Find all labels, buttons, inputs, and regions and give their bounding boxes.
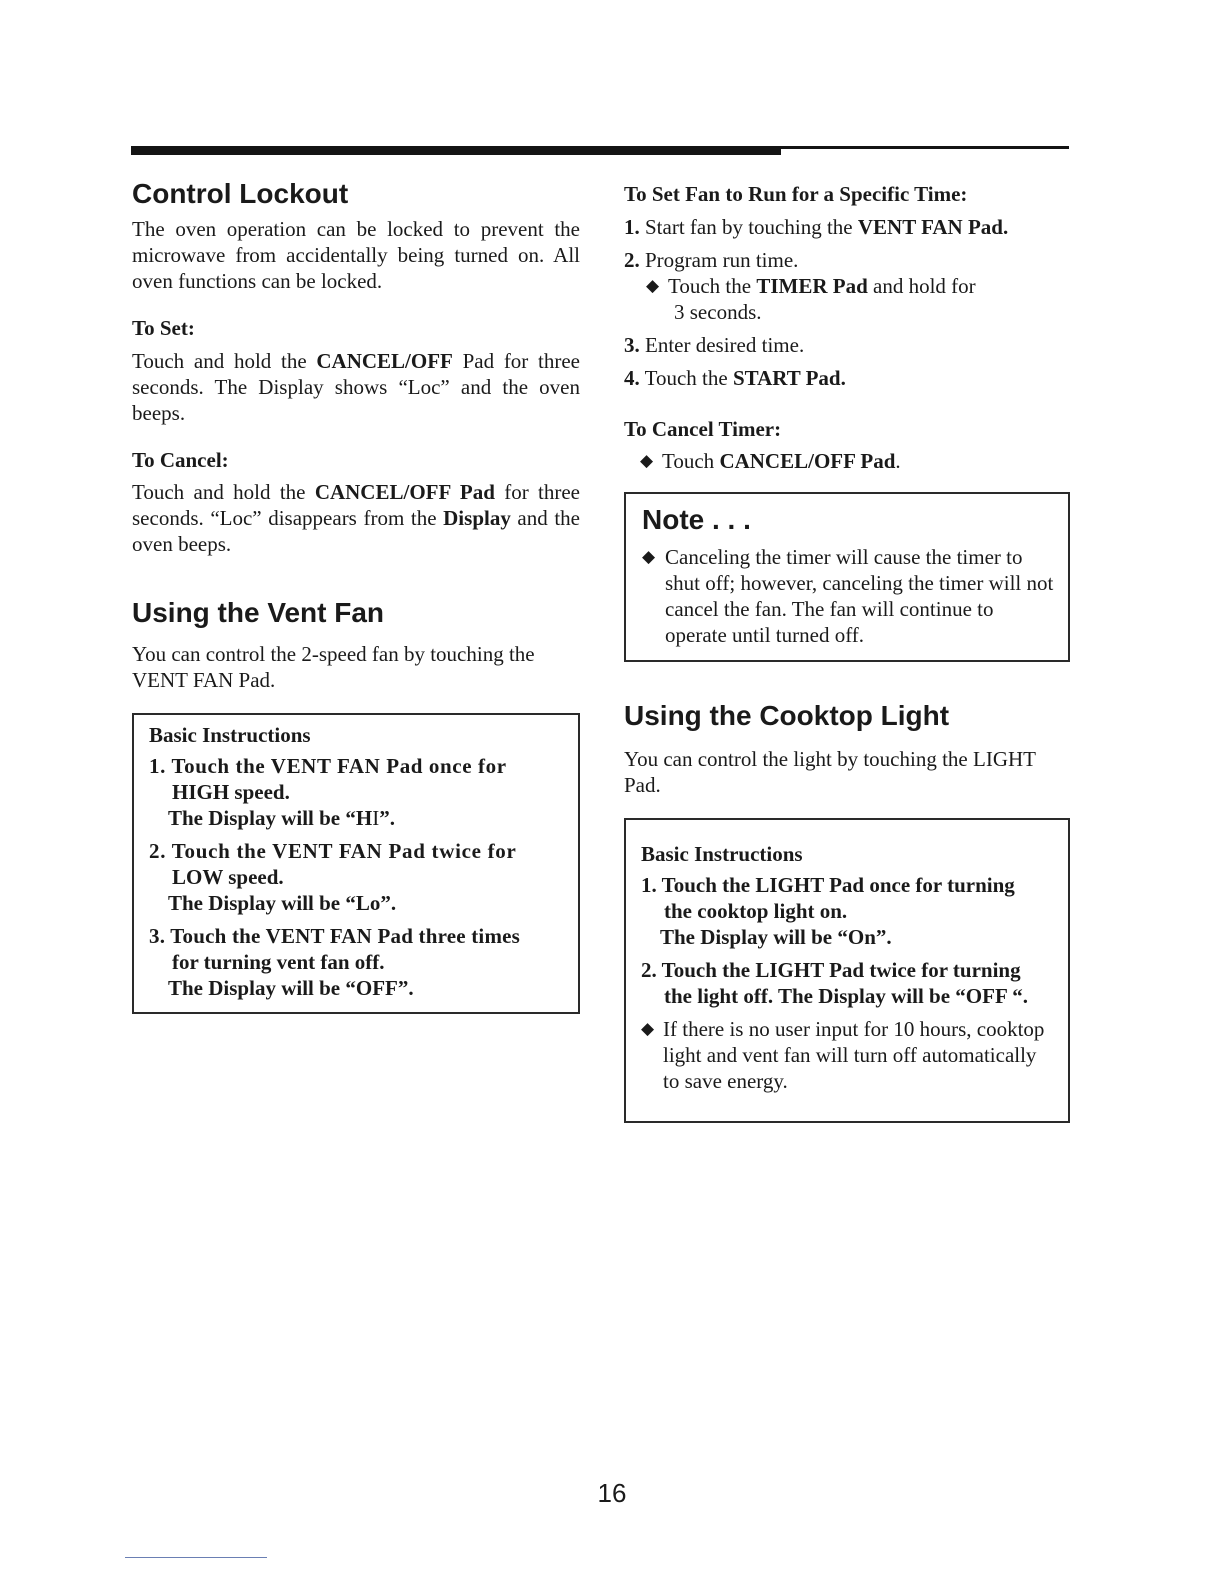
diamond-bullet-icon: ◆ xyxy=(640,451,654,470)
vent-fan-instructions-box xyxy=(132,713,580,1014)
vent-box-title: Basic Instructions xyxy=(149,723,311,747)
diamond-bullet-icon: ◆ xyxy=(641,1019,655,1038)
to-set-heading: To Set: xyxy=(132,316,195,340)
timer-step-2: 2. Program run time. xyxy=(624,248,799,272)
vent-step-2: 2. Touch the VENT FAN Pad twice for LOW speed. The Display will be “Lo”. xyxy=(149,839,517,915)
left-column xyxy=(132,176,580,1014)
diamond-bullet-icon: ◆ xyxy=(646,276,660,295)
header-rule-thick xyxy=(131,146,781,155)
cancel-timer-heading: To Cancel Timer: xyxy=(624,417,782,441)
control-lockout-title: Control Lockout xyxy=(132,178,349,209)
page-number: 16 xyxy=(597,1478,627,1508)
footer-line xyxy=(125,1557,267,1558)
light-box-title: Basic Instructions xyxy=(641,842,803,866)
cooktop-light-instructions-box xyxy=(624,818,1070,1123)
vent-fan-title: Using the Vent Fan xyxy=(132,597,385,628)
cooktop-light-title: Using the Cooktop Light xyxy=(624,700,950,731)
light-step-2: 2. Touch the LIGHT Pad twice for turning the light off. The Display will be “OFF “. xyxy=(641,958,1029,1008)
timer-step-1: 1. Start fan by touching the VENT FAN Pad. xyxy=(624,215,1009,239)
light-step-1: 1. Touch the LIGHT Pad once for turning the cooktop light on. The Display will be “On”. xyxy=(641,873,1015,949)
diamond-bullet-icon: ◆ xyxy=(642,547,656,566)
control-lockout-intro: The oven operation can be locked to prevent the microwave from accidentally being turned on. All oven functions can be locked. xyxy=(132,217,580,293)
timer-step-2-bullet: ◆ Touch the TIMER Pad and hold for 3 seconds. xyxy=(646,274,976,324)
to-cancel-text: Touch and hold the CANCEL/OFF Pad for three seconds. “Loc” disappears from the Display and the oven beeps. xyxy=(132,480,581,556)
timer-step-4: 4. Touch the START Pad. xyxy=(624,366,846,390)
note-bullet: ◆ Canceling the timer will cause the timer to shut off; however, canceling the timer will not cancel the fan. The fan will continue to operate until turned off. xyxy=(642,545,1054,647)
timer-heading: To Set Fan to Run for a Specific Time: xyxy=(624,182,968,206)
right-column xyxy=(624,176,1070,1123)
vent-step-1: 1. Touch the VENT FAN Pad once for HIGH speed. The Display will be “HI”. xyxy=(149,754,507,830)
note-box xyxy=(624,492,1070,662)
vent-step-3: 3. Touch the VENT FAN Pad three times for turning vent fan off. The Display will be “OFF”. xyxy=(149,924,521,1000)
header-rule-thin xyxy=(781,146,1069,149)
timer-step-3: 3. Enter desired time. xyxy=(624,333,805,357)
cancel-timer-bullet: ◆ Touch CANCEL/OFF Pad. xyxy=(640,449,901,473)
vent-fan-intro: You can control the 2-speed fan by touching the VENT FAN Pad. xyxy=(132,642,535,692)
note-title: Note . . . xyxy=(642,504,751,535)
to-set-text: Touch and hold the CANCEL/OFF Pad for three seconds. The Display shows “Loc” and the oven beeps. xyxy=(132,349,580,425)
cooktop-light-intro: You can control the light by touching the LIGHT Pad. xyxy=(624,747,1036,797)
light-bullet: ◆ If there is no user input for 10 hours, cooktop light and vent fan will turn off automatically to save energy. xyxy=(641,1017,1045,1093)
to-cancel-heading: To Cancel: xyxy=(132,448,229,472)
